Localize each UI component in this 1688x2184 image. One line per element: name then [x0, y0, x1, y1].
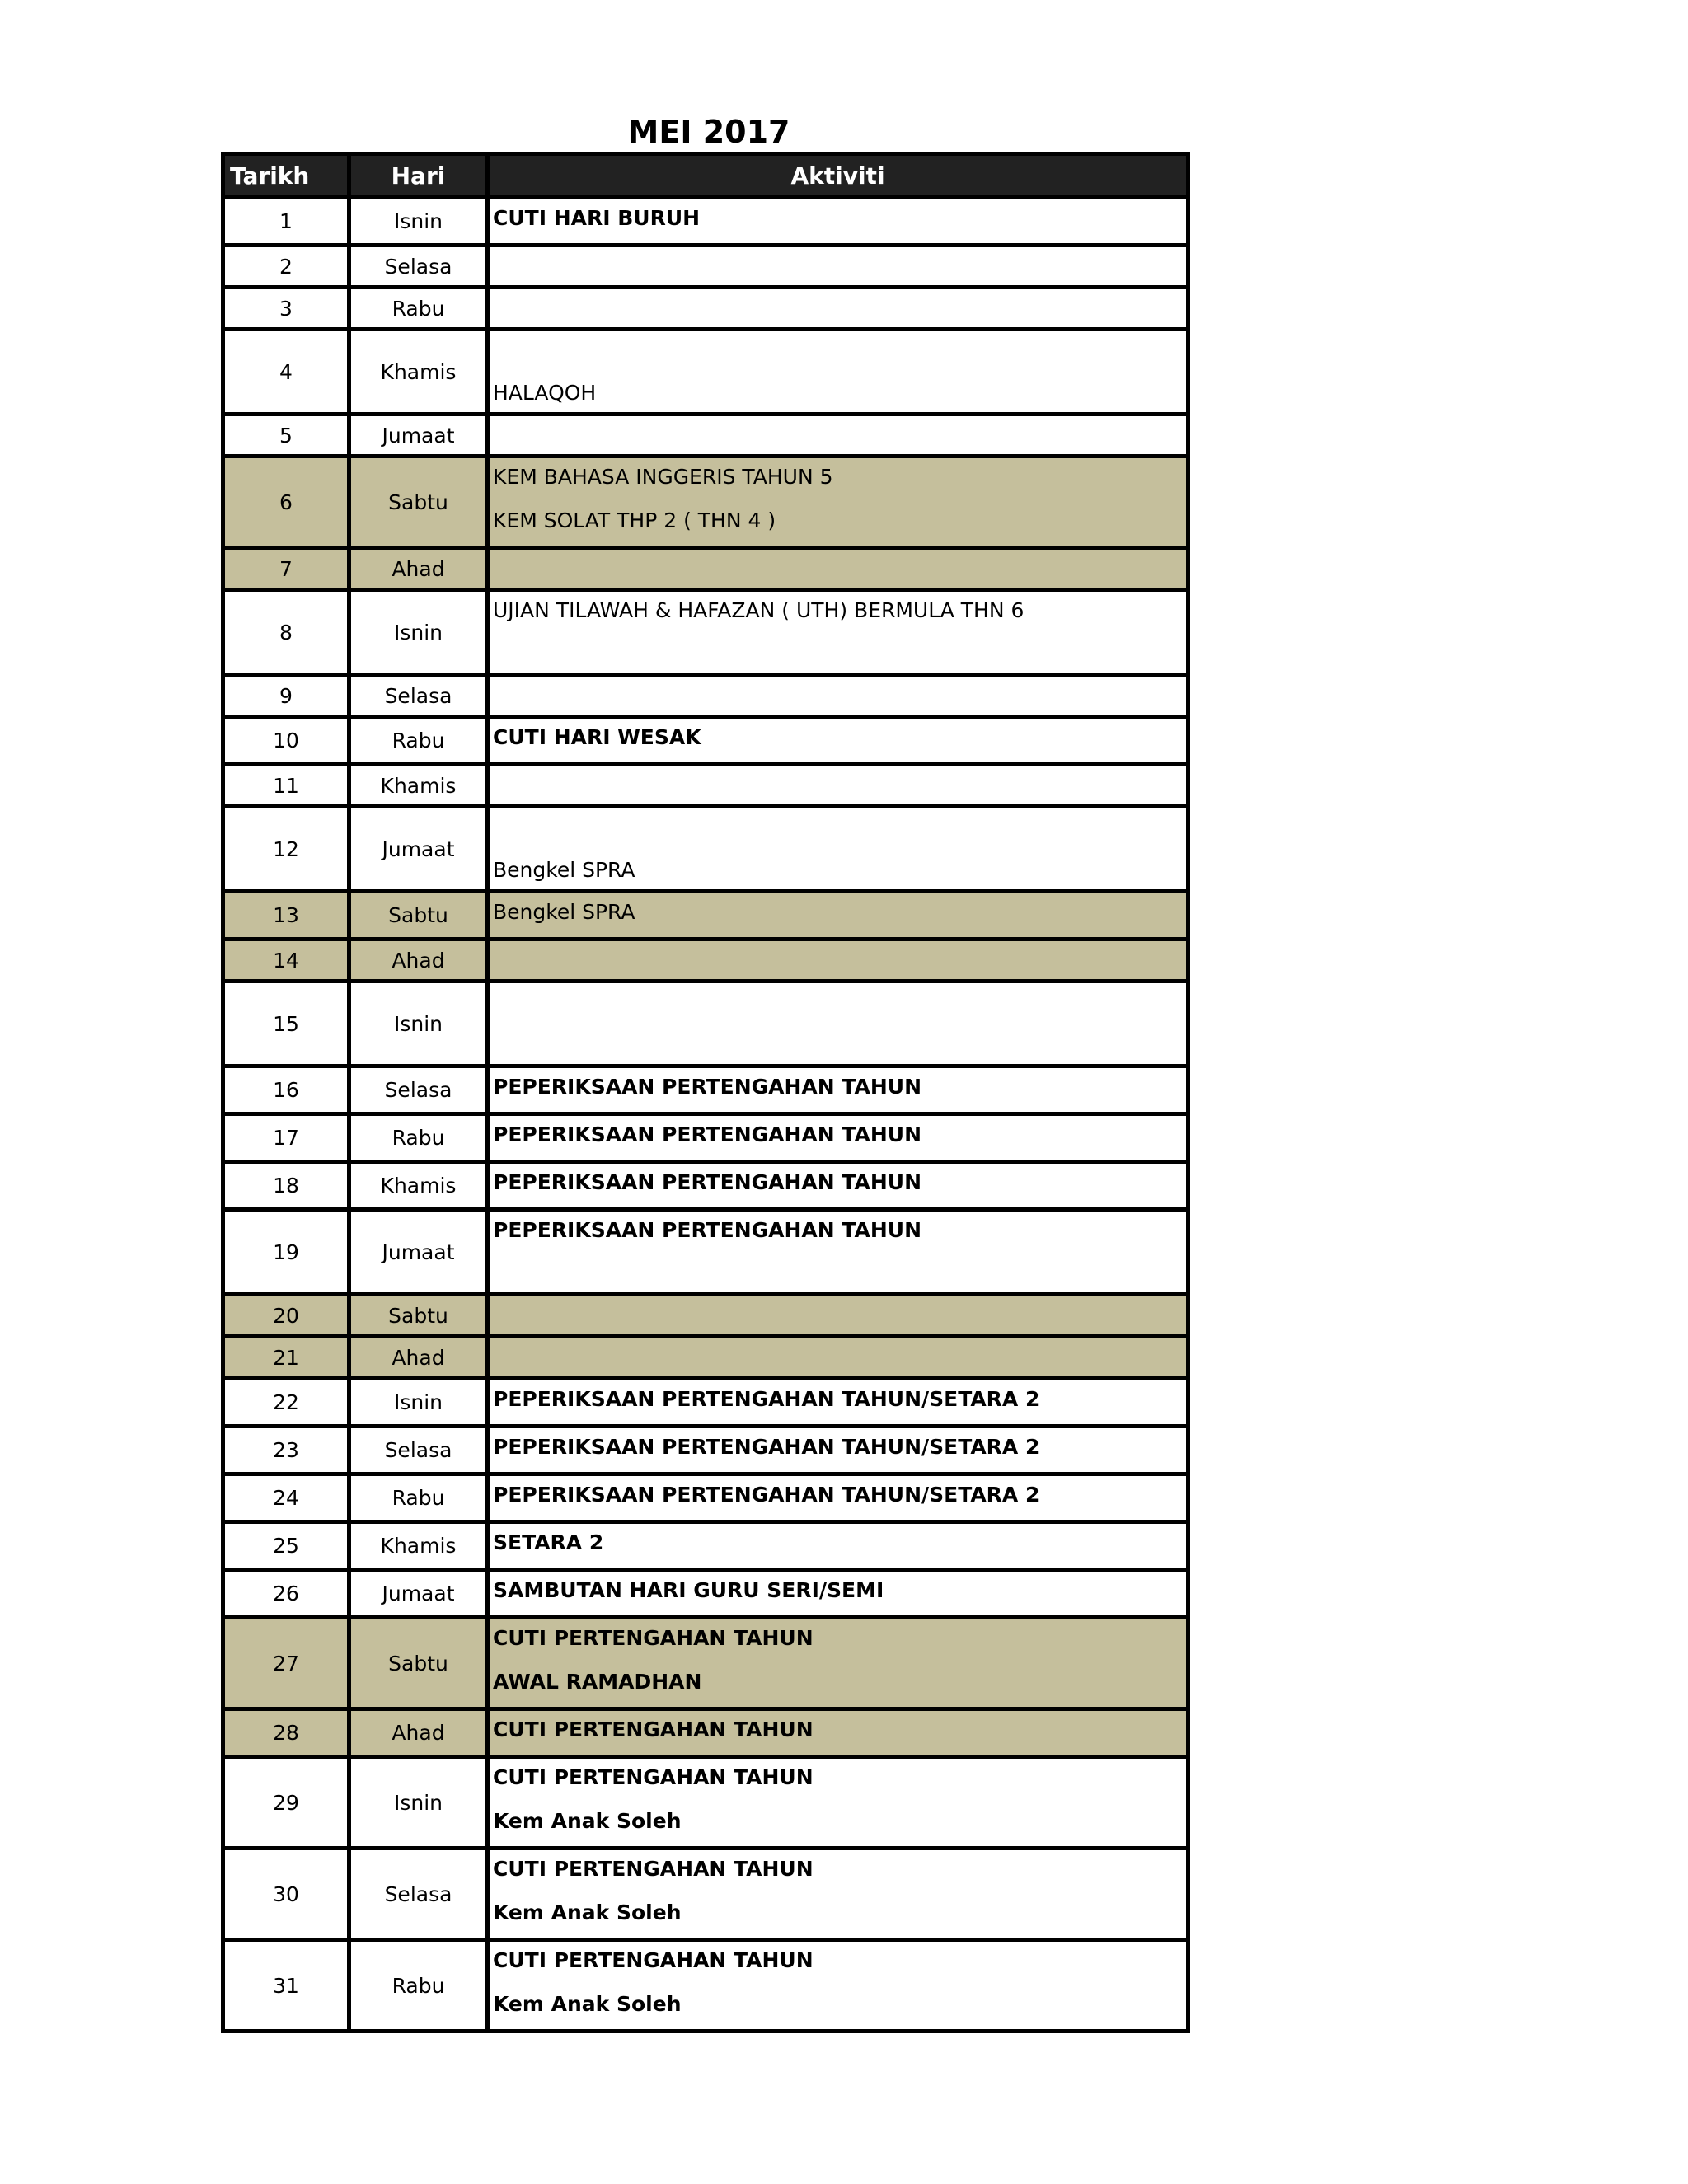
activity-cell: [488, 246, 1189, 288]
day-cell: Selasa: [349, 246, 488, 288]
activity-cell: [488, 892, 1189, 940]
table-row: [223, 807, 1189, 892]
activity-cell: [488, 765, 1189, 807]
activity-text: Bengkel SPRA: [493, 900, 635, 924]
table-row: [223, 1379, 1189, 1427]
activity-cell: [488, 1295, 1189, 1337]
day-cell: Isnin: [349, 198, 488, 246]
activity-cell: [488, 1522, 1189, 1570]
day-cell: Ahad: [349, 1709, 488, 1757]
day-cell: Khamis: [349, 1162, 488, 1210]
column-header-date: Tarikh: [223, 154, 349, 198]
activity-cell: [488, 288, 1189, 330]
table-row: [223, 1570, 1189, 1618]
activity-text: SETARA 2: [493, 1530, 604, 1554]
date-cell: 21: [223, 1337, 349, 1379]
activity-text: CUTI PERTENGAHAN TAHUN: [493, 1718, 814, 1741]
activity-cell: [488, 457, 1189, 548]
table-row: [223, 1210, 1189, 1295]
activity-text: UJIAN TILAWAH & HAFAZAN ( UTH) BERMULA THN 6: [493, 598, 1025, 622]
date-cell: 22: [223, 1379, 349, 1427]
date-cell: 24: [223, 1474, 349, 1522]
day-cell: Rabu: [349, 717, 488, 765]
activity-cell: [488, 1337, 1189, 1379]
day-cell: Selasa: [349, 675, 488, 717]
day-cell: Isnin: [349, 1757, 488, 1849]
activity-text: HALAQOH: [493, 381, 597, 405]
activity-cell: [488, 198, 1189, 246]
date-cell: 1: [223, 198, 349, 246]
day-cell: Ahad: [349, 548, 488, 590]
date-cell: 19: [223, 1210, 349, 1295]
day-cell: Khamis: [349, 1522, 488, 1570]
table-row: [223, 1427, 1189, 1474]
date-cell: 17: [223, 1114, 349, 1162]
table-row: [223, 1162, 1189, 1210]
activity-text: CUTI PERTENGAHAN TAHUN: [493, 1857, 814, 1881]
date-cell: 3: [223, 288, 349, 330]
activity-text: PEPERIKSAAN PERTENGAHAN TAHUN: [493, 1170, 922, 1194]
column-header-day: Hari: [349, 154, 488, 198]
table-row: [223, 415, 1189, 457]
table-row: [223, 765, 1189, 807]
activity-cell: [488, 1474, 1189, 1522]
activity-text: CUTI PERTENGAHAN TAHUN: [493, 1626, 814, 1650]
activity-text: PEPERIKSAAN PERTENGAHAN TAHUN: [493, 1075, 922, 1099]
table-row: [223, 548, 1189, 590]
activity-cell: [488, 1379, 1189, 1427]
date-cell: 27: [223, 1618, 349, 1709]
day-cell: Selasa: [349, 1427, 488, 1474]
activity-cell: [488, 1427, 1189, 1474]
table-row: [223, 198, 1189, 246]
activity-cell: [488, 1849, 1189, 1940]
activity-text: Kem Anak Soleh: [493, 1809, 682, 1833]
day-cell: Isnin: [349, 982, 488, 1066]
date-cell: 18: [223, 1162, 349, 1210]
table-row: [223, 675, 1189, 717]
table-row: [223, 590, 1189, 675]
table-row: [223, 1709, 1189, 1757]
table-row: [223, 1066, 1189, 1114]
date-cell: 25: [223, 1522, 349, 1570]
day-cell: Ahad: [349, 940, 488, 982]
activity-text: Kem Anak Soleh: [493, 1992, 682, 2016]
date-cell: 29: [223, 1757, 349, 1849]
activity-text: PEPERIKSAAN PERTENGAHAN TAHUN/SETARA 2: [493, 1435, 1040, 1459]
activity-text: PEPERIKSAAN PERTENGAHAN TAHUN: [493, 1218, 922, 1242]
activity-cell: [488, 1066, 1189, 1114]
date-cell: 31: [223, 1940, 349, 2032]
table-row: [223, 717, 1189, 765]
day-cell: Ahad: [349, 1337, 488, 1379]
day-cell: Jumaat: [349, 1210, 488, 1295]
day-cell: Sabtu: [349, 457, 488, 548]
date-cell: 10: [223, 717, 349, 765]
table-row: [223, 288, 1189, 330]
table-row: [223, 1114, 1189, 1162]
day-cell: Rabu: [349, 1474, 488, 1522]
date-cell: 20: [223, 1295, 349, 1337]
activity-cell: [488, 330, 1189, 415]
day-cell: Selasa: [349, 1849, 488, 1940]
table-row: [223, 982, 1189, 1066]
column-header-activity: Aktiviti: [488, 154, 1189, 198]
activity-text: Kem Anak Soleh: [493, 1900, 682, 1924]
day-cell: Jumaat: [349, 807, 488, 892]
activity-text: CUTI PERTENGAHAN TAHUN: [493, 1948, 814, 1972]
table-row: [223, 1337, 1189, 1379]
table-row: [223, 457, 1189, 548]
activity-cell: [488, 675, 1189, 717]
day-cell: Khamis: [349, 330, 488, 415]
table-row: [223, 1757, 1189, 1849]
header-row: [223, 154, 1189, 198]
activity-cell: [488, 982, 1189, 1066]
activity-text: AWAL RAMADHAN: [493, 1670, 702, 1694]
activity-cell: [488, 1570, 1189, 1618]
date-cell: 6: [223, 457, 349, 548]
activity-cell: [488, 1709, 1189, 1757]
activity-text: CUTI PERTENGAHAN TAHUN: [493, 1765, 814, 1789]
day-cell: Jumaat: [349, 415, 488, 457]
date-cell: 16: [223, 1066, 349, 1114]
day-cell: Sabtu: [349, 1295, 488, 1337]
day-cell: Isnin: [349, 590, 488, 675]
activity-text: PEPERIKSAAN PERTENGAHAN TAHUN/SETARA 2: [493, 1387, 1040, 1411]
table-row: [223, 940, 1189, 982]
date-cell: 14: [223, 940, 349, 982]
day-cell: Selasa: [349, 1066, 488, 1114]
day-cell: Sabtu: [349, 1618, 488, 1709]
date-cell: 23: [223, 1427, 349, 1474]
activity-cell: [488, 548, 1189, 590]
table-body: [223, 198, 1189, 2032]
day-cell: Rabu: [349, 1114, 488, 1162]
date-cell: 4: [223, 330, 349, 415]
day-cell: Sabtu: [349, 892, 488, 940]
table-row: [223, 892, 1189, 940]
date-cell: 26: [223, 1570, 349, 1618]
activity-text: CUTI HARI BURUH: [493, 206, 701, 230]
activity-text: PEPERIKSAAN PERTENGAHAN TAHUN/SETARA 2: [493, 1483, 1040, 1507]
date-cell: 28: [223, 1709, 349, 1757]
table-row: [223, 1940, 1189, 2032]
activity-text: SAMBUTAN HARI GURU SERI/SEMI: [493, 1578, 884, 1602]
schedule-table: [221, 152, 1190, 2033]
activity-text: KEM BAHASA INGGERIS TAHUN 5: [493, 465, 833, 489]
date-cell: 8: [223, 590, 349, 675]
activity-cell: [488, 940, 1189, 982]
date-cell: 5: [223, 415, 349, 457]
date-cell: 13: [223, 892, 349, 940]
date-cell: 15: [223, 982, 349, 1066]
day-cell: Khamis: [349, 765, 488, 807]
activity-text: CUTI HARI WESAK: [493, 725, 701, 749]
table-row: [223, 246, 1189, 288]
activity-text: PEPERIKSAAN PERTENGAHAN TAHUN: [493, 1122, 922, 1146]
activity-text: Bengkel SPRA: [493, 858, 635, 882]
date-cell: 30: [223, 1849, 349, 1940]
table-row: [223, 1522, 1189, 1570]
date-cell: 11: [223, 765, 349, 807]
day-cell: Rabu: [349, 288, 488, 330]
activity-cell: [488, 807, 1189, 892]
day-cell: Isnin: [349, 1379, 488, 1427]
activity-cell: [488, 1114, 1189, 1162]
activity-cell: [488, 1757, 1189, 1849]
activity-text: KEM SOLAT THP 2 ( THN 4 ): [493, 509, 776, 532]
activity-cell: [488, 717, 1189, 765]
date-cell: 9: [223, 675, 349, 717]
table-header: [223, 154, 1189, 198]
page-title: MEI 2017: [627, 114, 790, 150]
table-row: [223, 330, 1189, 415]
activity-cell: [488, 1162, 1189, 1210]
activity-cell: [488, 1210, 1189, 1295]
activity-cell: [488, 415, 1189, 457]
table-row: [223, 1618, 1189, 1709]
table-row: [223, 1295, 1189, 1337]
day-cell: Jumaat: [349, 1570, 488, 1618]
date-cell: 12: [223, 807, 349, 892]
activity-cell: [488, 1940, 1189, 2032]
date-cell: 7: [223, 548, 349, 590]
activity-cell: [488, 590, 1189, 675]
date-cell: 2: [223, 246, 349, 288]
day-cell: Rabu: [349, 1940, 488, 2032]
table-row: [223, 1849, 1189, 1940]
activity-cell: [488, 1618, 1189, 1709]
table-row: [223, 1474, 1189, 1522]
